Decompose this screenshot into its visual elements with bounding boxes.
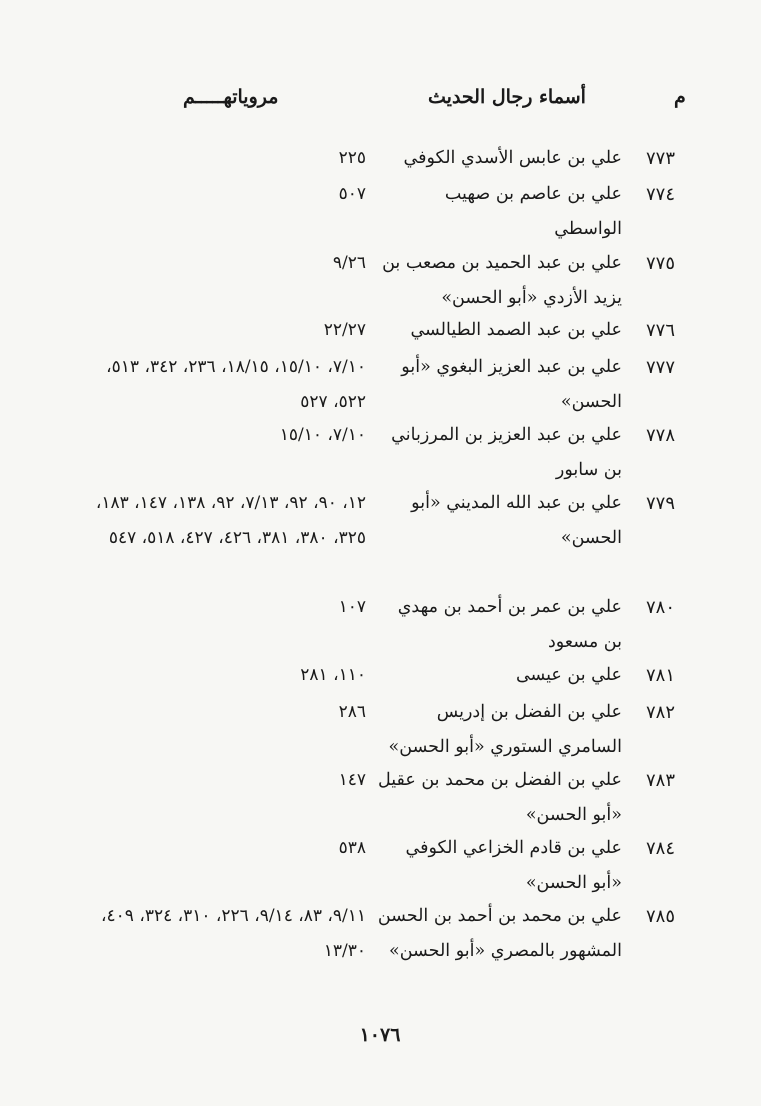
narration-refs: ٢٢/٢٧ <box>323 320 366 340</box>
entry-number: ٧٧٤ <box>646 184 676 205</box>
narrator-name: علي بن عبد الصمد الطيالسي <box>410 320 622 340</box>
narration-refs: ٢٢٥ <box>338 148 366 168</box>
narrator-name: علي بن عبد الله المديني «أبو الحسن» <box>411 493 622 548</box>
narration-refs: ٩/٢٦ <box>332 253 366 273</box>
entry-number: ٧٨٠ <box>646 597 676 618</box>
header-narrator-names: أسماء رجال الحديث <box>428 86 586 108</box>
narration-refs: ١٢، ٩٠، ٩٢، ٧/١٣، ٩٢، ١٣٨، ١٤٧، ١٨٣، ٣٢٥، ٣٨٠، ٣٨١، ٤٢٦، ٤٢٧، ٥١٨، ٥٤٧ <box>95 493 366 548</box>
entry-number: ٧٧٦ <box>646 320 676 341</box>
narration-refs: ١٤٧ <box>338 770 366 790</box>
entry-number: ٧٨٣ <box>646 770 676 791</box>
entry-number: ٧٨٤ <box>646 838 676 859</box>
entry-number: ٧٧٥ <box>646 253 676 274</box>
entry-number: ٧٧٧ <box>646 357 676 378</box>
entry-number: ٧٧٨ <box>646 425 676 446</box>
narration-refs: ٥٣٨ <box>338 838 366 858</box>
narration-refs: ١٠٧ <box>338 597 366 617</box>
narrator-name: علي بن عبد العزيز البغوي «أبو الحسن» <box>401 357 622 412</box>
narrator-name: علي بن عاصم بن صهيب الواسطي <box>444 184 622 239</box>
narrator-name: علي بن قادم الخزاعي الكوفي «أبو الحسن» <box>405 838 622 893</box>
entry-number: ٧٧٩ <box>646 493 676 514</box>
narrator-name: علي بن محمد بن أحمد بن الحسن المشهور بالمصري «أبو الحسن» <box>377 906 622 961</box>
narrator-name: علي بن عيسى <box>515 665 622 685</box>
narrator-name: علي بن الفضل بن إدريس السامري الستوري «أبو الحسن» <box>388 702 622 757</box>
header-narrations: مروياتهـــــم <box>183 86 279 108</box>
page-number: ١٠٧٦ <box>359 1024 401 1046</box>
entry-number: ٧٨١ <box>646 665 676 686</box>
narration-refs: ٧/١٠، ١٥/١٠ <box>279 425 366 445</box>
entry-number: ٧٨٢ <box>646 702 676 723</box>
narration-refs: ٥٠٧ <box>338 184 366 204</box>
narration-refs: ١١٠، ٢٨١ <box>300 665 366 685</box>
narration-refs: ٢٨٦ <box>338 702 366 722</box>
narration-refs: ٧/١٠، ١٥/١٠، ١٨/١٥، ٢٣٦، ٣٤٢، ٥١٣، ٥٢٢، ٥٢٧ <box>106 357 366 412</box>
entry-number: ٧٨٥ <box>646 906 676 927</box>
narration-refs: ٩/١١، ٨٣، ٩/١٤، ٢٢٦، ٣١٠، ٣٢٤، ٤٠٩، ١٣/٣٠ <box>101 906 366 961</box>
header-number: م <box>674 86 686 108</box>
narrator-name: علي بن عمر بن أحمد بن مهدي بن مسعود <box>397 597 622 652</box>
narrator-name: علي بن عبد العزيز بن المرزباني بن سابور <box>391 425 622 480</box>
table-header <box>0 86 761 122</box>
entry-number: ٧٧٣ <box>646 148 676 169</box>
narrator-name: علي بن الفضل بن محمد بن عقيل «أبو الحسن» <box>377 770 622 825</box>
narrator-name: علي بن عابس الأسدي الكوفي <box>403 148 622 168</box>
narrator-name: علي بن عبد الحميد بن مصعب بن يزيد الأزدي «أبو الحسن» <box>382 253 622 308</box>
